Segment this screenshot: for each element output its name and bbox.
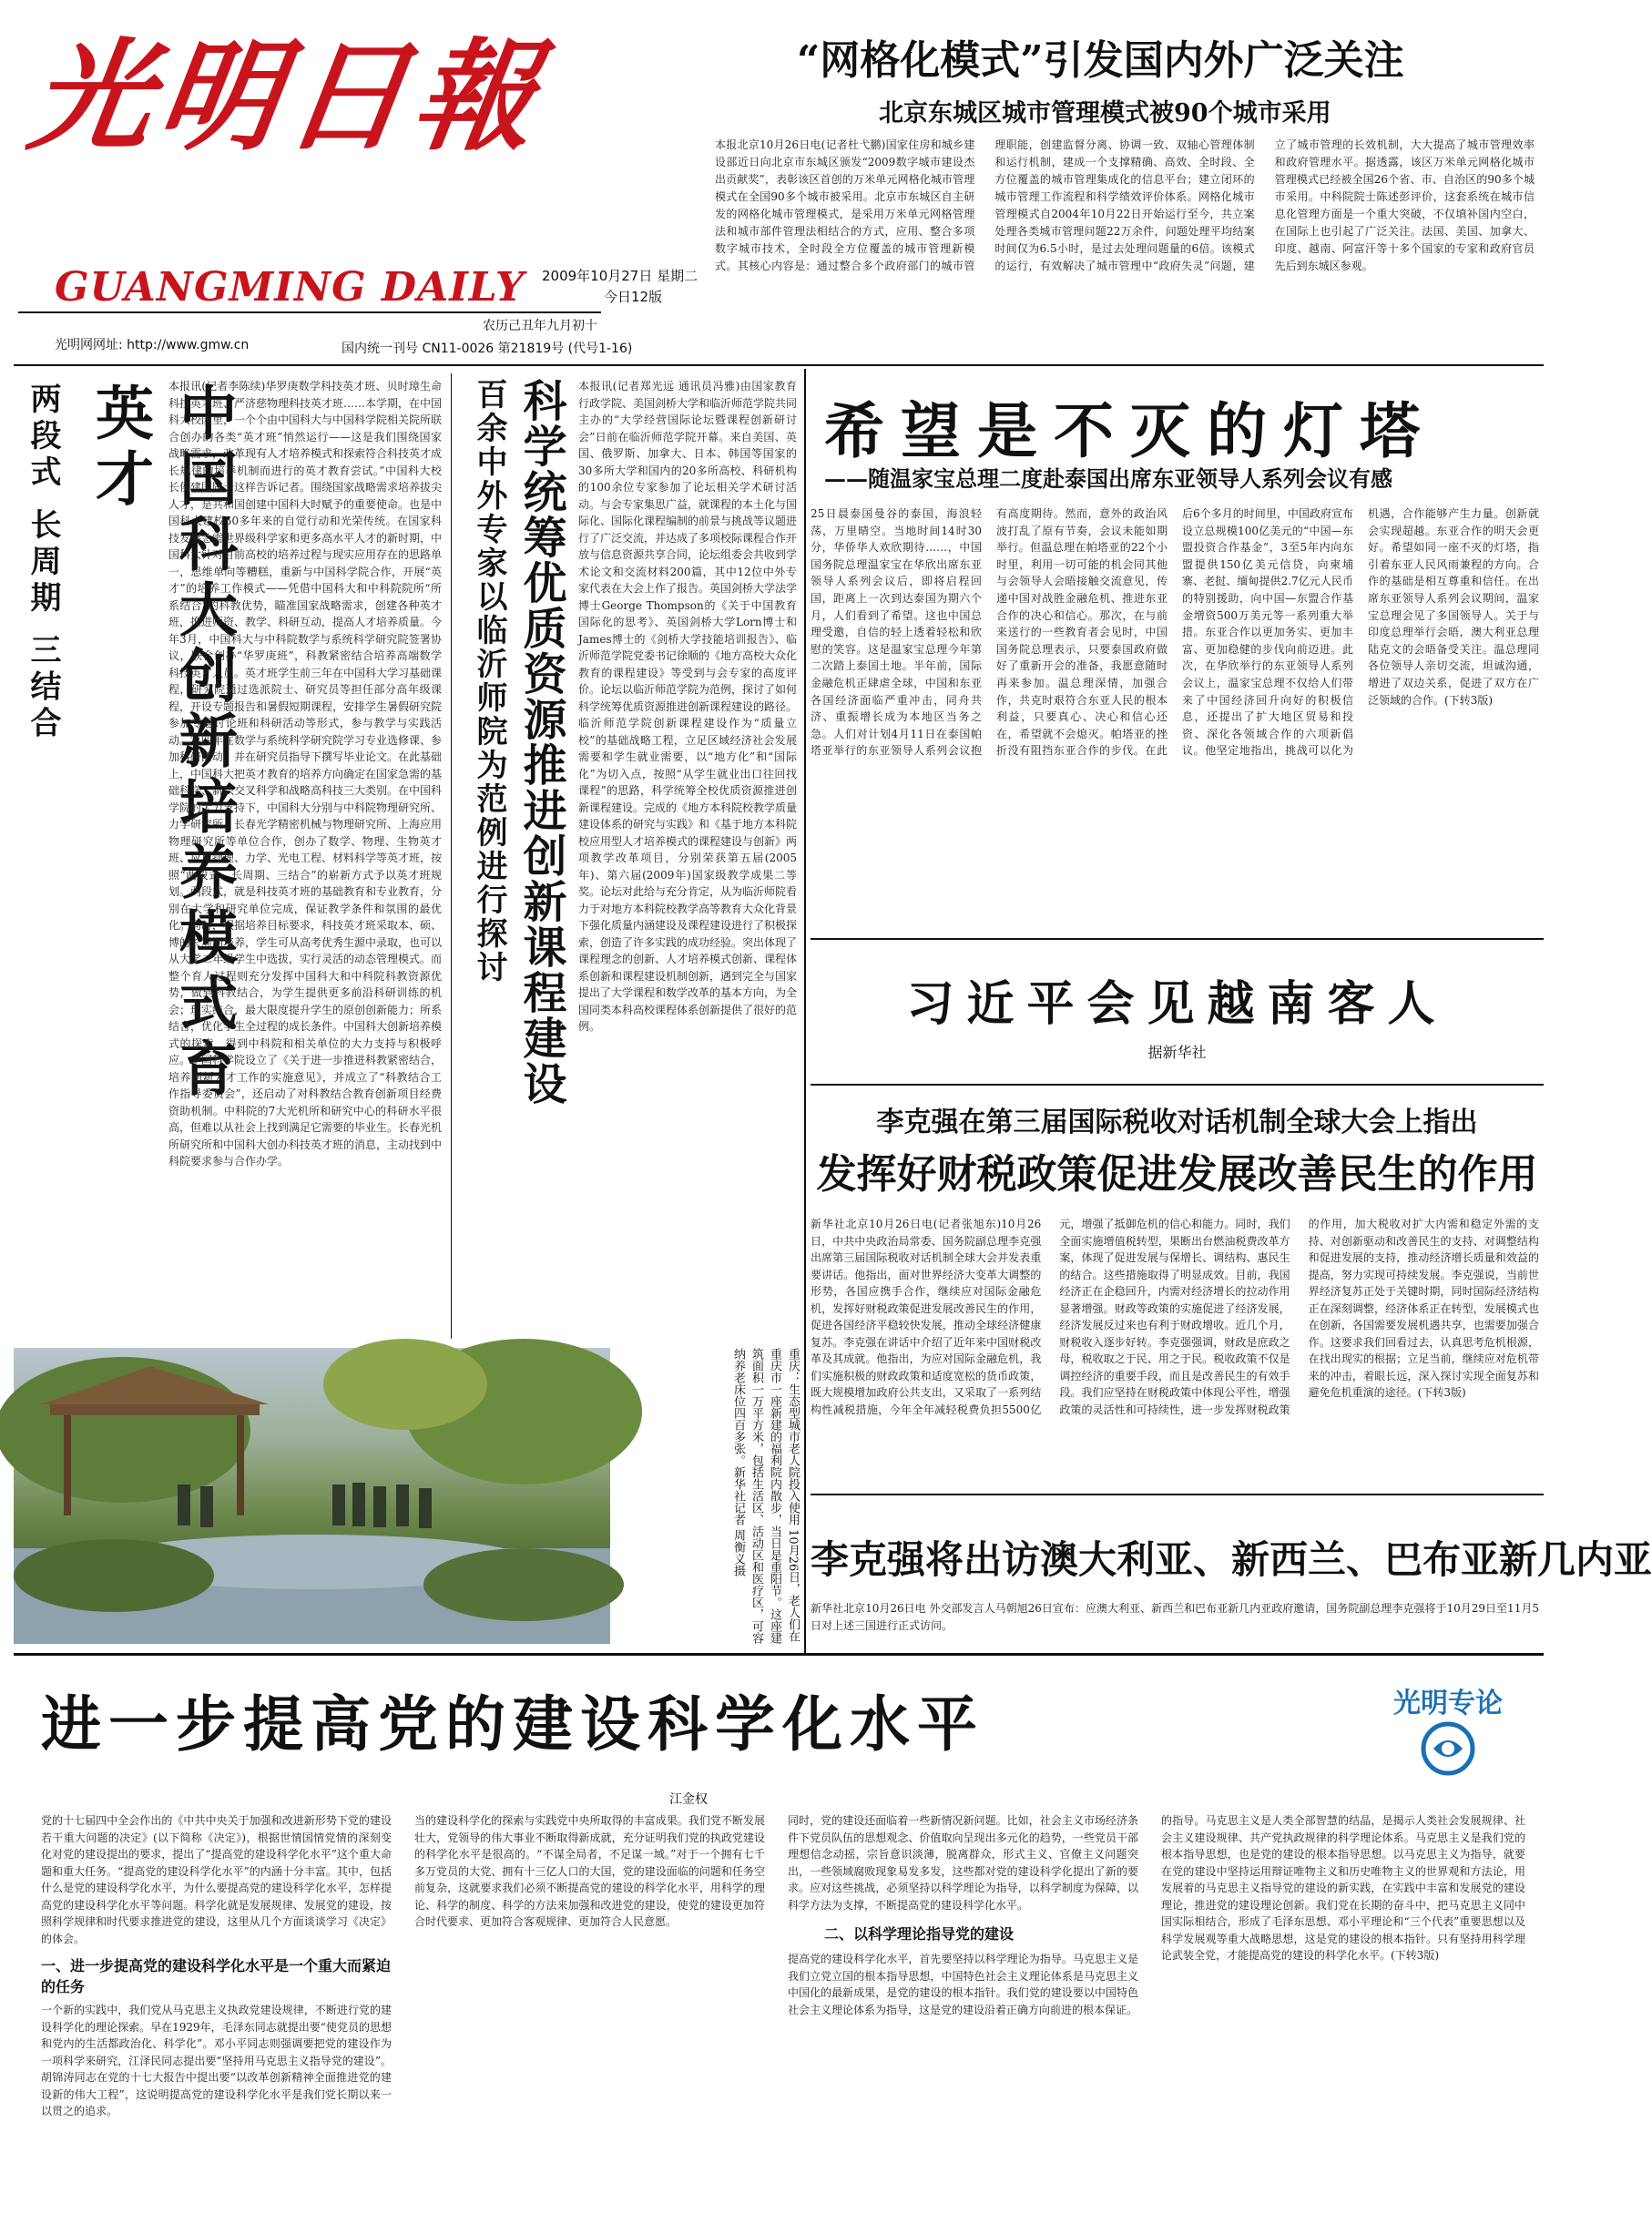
hope-divider [811,938,1544,940]
editorial-headline: 进一步提高党的建设科学化水平 [41,1688,984,1760]
editorial [14,1658,1544,2218]
tax-divider [811,1494,1544,1495]
ustc-story-deck: 两段式 长周期 三结合 [25,383,61,743]
xi-divider [811,1084,1544,1086]
masthead-pages: 今日12版 [604,289,663,305]
linyi-story-headline: 科学统筹优质资源推进创新课程建设 [515,378,566,1107]
hope-story-subhead: ——随温家宝总理二度赴泰国出席东亚领导人系列会议有感 [824,465,1392,492]
masthead-title-en: GUANGMING DAILY [55,264,525,311]
editorial-col3b-text: 提高党的建设科学化水平，首先要坚持以科学理论为指导。马克思主义是我们立党立国的根本指导思想，中国特色社会主义理论体系是马克思主义中国化的最新成果，是党的建设的根本指针。我们党的建设要以中国特色社会主义理论体系为指导，这是党的建设沿着正确方向前进的根本保证。 [788,1953,1138,2016]
editorial-col-1 [41,1812,392,2213]
linyi-story [460,373,797,1343]
xi-story-source: 据新华社 [1147,1044,1207,1061]
xi-story [811,943,1544,1084]
trip-story-body: 新华社北京10月26日电 外交部发言人马朝旭26日宣布：应澳大利亚、新西兰和巴布亚新几内亚政府邀请，国务院副总理李克强将于10月29日至11月5日对上述三国进行正式访问。 [811,1602,1539,1632]
linyi-story-deck: 百余中外专家以临沂师院为范例进行探讨 [471,378,507,984]
tax-story-kicker: 李克强在第三届国际税收对话机制全球大会上指出 [876,1107,1478,1138]
linyi-story-body: 本报讯(记者郑光远 通讯员冯雅)由国家教育行政学院、美国剑桥大学和临沂师范学院共同主办的“大学经营国际论坛暨课程创新研讨会”日前在临沂师范学院开幕。来自美国、英国、俄罗斯、加拿大、日本、韩国等国家的30多所大学和国内的20多所高校、科研机构的100余位专家参加了论坛相关学术研讨活动。与会专家集思广益，就课程的本土化与国际化、国际化课程编制的前景与挑战等议题进行了广泛交流，并达成了多项校际课程合作开放与信息资源共享合同，论坛组委会共收到学术论文和交流材料200篇，其中12位中外专家代表在大会上作了报告。英国剑桥大学法学博士George Thompson的《关于中国教育国际化的思考》、英国剑桥大学Lorn博士和James博士的《剑桥大学技能培训报告》、临沂师范学院党委书记徐顺的《地方高校大众化教育的课程建设》等受到与会专家的高度评价。论坛以临沂师范学院为范例，探讨了如何科学统筹优质资源推进创新课程建设的路径。临沂师范学院创新课程建设作为“质量立校”的基础战略工程，立足区域经济社会发展需要和学生就业需要，以“地方化”和“国际化”为切入点，按照“从学生就业出口往回找课程”的思路，科学统筹全校优质资源推进创新课程建设。完成的《地方本科院校教学质量建设体系的研究与实践》和《基于地方本科院校应用型人才培养模式的课程建设与创新》两项教学改革项目，分别荣获第五届(2005年)、第六届(2009年)国家级教学成果二等奖。论坛对此给与充分肯定，从为临沂师院看力于对地方本科院校教学高等教育大众化背景下强化质量内涵建设及课程建设进行了积极探索，创造了许多实践的成功经验。突出体现了课程理念的创新、人才培养模式创新、课程体系创新和课程建设机制创新，遇到完全与国家提出了大学课程和数学改革的基本方向，为全国同类本科高校课程体系创新提供了很好的范例。 [578,380,798,1033]
tax-story-headline: 发挥好财税政策促进发展改善民生的作用 [816,1151,1538,1198]
grid-story-subhead: 北京东城区城市管理模式被90个城市采用 [879,99,1331,128]
editorial-col-2: 当的建设科学化的探索与实践党中央所取得的丰富成果。我们党不断发展壮大，党领导的伟大事业不断取得新成就，充分证明我们党的执政党建设的科学化水平是很高的。“不谋全局者，不足谋一域。”对于一个拥有七千多万党员的大党、拥有十三亿人口的大国，党的建设面临的问题和任务空前复杂，这就要求我们必须不断提高党的建设的科学化水平，用科学的理论、科学的制度、科学的方法来加强和改进党的建设，使党的建设更加符合时代要求、更加符合客观规律、更加符合人民意愿。 [414,1814,765,1928]
editorial-author: 江金权 [669,1792,708,1807]
grid-story [715,18,1539,355]
tax-story [811,1088,1544,1489]
editorial-badge-label: 光明专论 [1393,1688,1503,1719]
masthead-title-cn: 光明日報 [22,26,552,168]
editorial-col1b-text: 一个新的实践中，我们党从马克思主义执政党建设规律，不断进行党的建设科学化的理论探索。早在1929年，毛泽东同志就提出要“使党员的思想和党内的生活都政治化、科学化”。邓小平同志则强调要把党的建设作为一项科学来研究，江泽民同志提出要“坚持用马克思主义指导党的建设”。胡锦涛同志在党的十七大报告中提出要“以改革创新精神全面推进党的建设新的伟大工程”，这说明提高党的建设科学化水平是我们党长期以来一以贯之的追求。 [41,2004,392,2117]
news-photo [14,1348,610,1644]
gm-logo-icon [1421,1721,1475,1776]
trip-story-headline: 李克强将出访澳大利亚、新西兰、巴布亚新几内亚 [811,1537,1652,1582]
hope-story-headline: 希望是不灭的灯塔 [824,395,1436,466]
trip-story [811,1498,1652,1653]
xi-story-headline: 习近平会见越南客人 [906,976,1448,1032]
editorial-badge [1380,1680,1516,1785]
website-link[interactable]: 光明网网址: http://www.gmw.cn [55,338,250,352]
masthead-date: 2009年10月27日 星期二 [542,268,699,284]
photo-divider [14,1653,1544,1656]
masthead-serial: 国内统一刊号 CN11-0026 第21819号 (代号1-16) [342,342,633,356]
hope-story [811,373,1544,938]
grid-story-headline: “网格化模式”引发国内外广泛关注 [797,37,1404,84]
editorial-section2: 二、以科学理论指导党的建设 [824,1925,1015,1943]
masthead-divider [18,311,601,313]
editorial-col1-text: 党的十七届四中全会作出的《中共中央关于加强和改进新形势下党的建设若干重大问题的决定》(以下简称《决定》)，根据世情国情党情的深刻变化对党的建设提出的要求，提出了“提高党的建设科学化水平”这个重大命题和重大任务。“提高党的建设科学化水平”的内涵十分丰富。其中，包括什么是党的建设科学化水平，为什么要提高党的建设科学化水平，怎样提高党的建设科学化水平等问题。科学化就是发展规律、发展党的建设，按照科学规律和时代要求推进党的建设，这里从几个方面谈谈学习《决定》的体会。 [41,1814,392,1945]
top-divider [14,364,1544,366]
ustc-story [14,373,442,1343]
ustc-divider [451,373,452,1339]
ustc-story-headline: 中国科大创新培养模式育英才 [86,383,238,1104]
photo-block [14,1348,806,1648]
photo-caption: 重庆：生态型城市老人院投入使用 10月26日，老人们在重庆市一座新建的福利院内散步，当日是重阳节。这座建筑面积一万平方米，包括生活区、活动区和医疗区，可容纳养老床位四百多张。新华社记者 周衡义摄 [731,1348,800,1644]
editorial-section1: 一、进一步提高党的建设科学化水平是一个重大而紧迫的任务 [41,1957,392,1995]
masthead [14,9,699,364]
masthead-lunar: 农历己丑年九月初十 [483,319,597,333]
editorial-col-3 [788,1812,1138,2213]
grid-story-body: 本报北京10月26日电(记者杜弋鹏)国家住房和城乡建设部近日向北京市东城区颁发“2009数字城市建设杰出贡献奖”，表彰该区首创的万米单元网格化城市管理模式在全国90多个城市被采用。北京市东城区自主研发的网格化城市管理模式，是采用万米单元网格管理法和城市部件管理法相结合的方式，应用、整合多项数字城市技术，全时段全方位覆盖的城市管理新模式。其核心内容是：通过整合多个政府部门的城市管理职能，创建监督分离、协调一致、双轴心管理体制和运行机制，建成一个支撑精确、高效、全时段、全方位覆盖的城市管理集成化的信息平台；建立闭环的城市管理工作流程和科学绩效评价体系。网格化城市管理模式自2004年10月22日开始运行至今，共立案处理各类城市管理问题22万余件，问题处理平均结案时间仅为6.5小时，是过去处理问题量的6倍。该模式的运行，有效解决了城市管理中“政府失灵”问题，建立了城市管理的长效机制，大大提高了城市管理效率和政府管理水平。据透露，该区万米单元网格化城市管理模式已经被全国26个省、市、自治区的90多个城市采用。中科院院士陈述彭评价，这套系统在城市信息化管理方面是一个重大突破，不仅填补国内空白，在国际上也引起了广泛关注。法国、美国、加拿大、印度、越南、阿富汗等十多个国家的专家和政府官员先后到东城区参观。 [715,138,1535,272]
editorial-col3-text: 同时，党的建设还面临着一些新情况新问题。比如，社会主义市场经济条件下党员队伍的思想观念、价值取向呈现出多元化的趋势，一些党员干部理想信念动摇，宗旨意识淡薄，脱离群众，形式主义、官僚主义问题突出，一些领域腐败现象易发多发，这些都对党的建设科学化提出了新的要求。应对这些挑战，必须坚持以科学理论为指导，以科学制度为保障，以科学方法为支撑，不断提高党的建设科学化水平。 [788,1814,1138,1912]
editorial-col-4: 的指导。马克思主义是人类全部智慧的结晶，是揭示人类社会发展规律、社会主义建设规律、共产党执政规律的科学理论体系。马克思主义是我们党的根本指导思想，也是党的建设的根本指导思想。以马克思主义为指导，就要在党的建设中坚持运用辩证唯物主义和历史唯物主义的世界观和方法论，用发展着的马克思主义指导党的建设的新实践，在实践中丰富和发展党的建设理论，推进党的建设理论创新。我们党在长期的奋斗中，把马克思主义同中国实际相结合，形成了毛泽东思想、邓小平理论和“三个代表”重要思想以及科学发展观等重大战略思想，这是党的建设的根本指针。只有坚持用科学理论武装全党，才能提高党的建设的科学化水平。(下转3版) [1161,1814,1525,1962]
photo-scene-icon [14,1348,610,1644]
hope-story-body: 25日晨泰国曼谷的泰国，海浪轻荡，万里晴空。当地时间14时30分，华侨华人欢欣期待……，中国国务院总理温家宝在华欣出席东亚领导人系列会议后，即将启程回国，距离上一次到达泰国为期六个月，人们看到了希望。这也中国总理受邀，自信的轻上透着轻松和欣慰的笑容。这是温家宝总理今年第二次踏上泰国土地。半年前，国际金融危机正肆虐全球，中国和东亚各国经济面临严重冲击，同舟共济、重振增长成为本地区当务之急。人们对计划4月11日在泰国帕塔亚举行的东亚领导人系列会议抱有高度期待。然而，意外的政治风波打乱了原有节奏，会议未能如期举行。但温总理在帕塔亚的22个小时里，利用一切可能的机会同其他与会领导人会晤接触交流意见，传递中国对战胜金融危机、推进东亚合作的决心和信心。那次，在与前来送行的一些教育者会见时，中国国务院总理表示，只要泰国政府做好了重新开会的准备，我愿意随时再来参加。温总理深情，加强合作，共克时艰符合东亚人民的根本利益，只要真心、决心和信心还在，希望就不会熄灭。帕塔亚的挫折没有阻挡东亚合作的步伐。在此后6个多月的时间里，中国政府宣布设立总规模100亿美元的“中国—东盟投资合作基金”，3至5年内向东盟提供150亿美元信贷，向柬埔寨、老挝、缅甸提供2.7亿元人民币的特别援助，向中国—东盟合作基金增资500万美元等一系列重大举措。东亚合作以更加务实、更加丰富、更加稳健的步伐向前迈进。此次，在华欣举行的东亚领导人系列会议上，温家宝总理不仅给人们带来了中国经济回升向好的积极信息，还提出了扩大地区贸易和投资、深化各领域合作的六项新倡议。他坚定地指出，挑战可以化为机遇，合作能够产生力量。创新就会实现超越。东亚合作的明天会更好。希望如同一座不灭的灯塔，指引着东亚人民风雨兼程的方向。合作的基础是相互尊重和信任。在出席东亚领导人系列会议期间，温家宝总理会见了多国领导人。关于与印度总理举行会晤，澳大利亚总理陆克文的会晤备受关注。温总理同各位领导人亲切交流，坦诚沟通，增进了双边关系，促进了双方在广泛领域的合作。(下转3版) [811,507,1539,758]
tax-story-body: 新华社北京10月26日电(记者张旭东)10月26日，中共中央政治局常委、国务院副总理李克强出席第三届国际税收对话机制全球大会并发表重要讲话。他指出，面对世界经济大变革大调整的形势，各国应携手合作，继续应对国际金融危机，发挥好财税政策促进发展改善民生的作用，促进各国经济平稳较快发展，推动全球经济健康复苏。李克强在讲话中介绍了近年来中国财税改革及其成就。他指出，为应对国际金融危机，我们实施积极的财政政策和适度宽松的货币政策，既大规模增加政府公共支出，又采取了一系列结构性减税措施，今年全年减轻税费负担5500亿元，增强了抵御危机的信心和能力。同时，我们全面实施增值税转型，果断出台燃油税费改革方案，体现了促进发展与保增长、调结构、惠民生的结合。这些措施取得了明显成效。目前，我国经济正在企稳回升，内需对经济增长的拉动作用显著增强。财政等政策的实施促进了经济发展，经济发展反过来也有利于财政增收。近几个月，财税收入逐步好转。李克强强调，财政是庶政之母，税收取之于民、用之于民。税收政策不仅是调控经济的重要手段，而且是改善民生的有效手段。我们应坚持在财税政策中体现公平性，增强政策的灵活性和可持续性，进一步发挥财税政策的作用，加大税收对扩大内需和稳定外需的支持、对创新驱动和改善民生的支持、对调整结构和促进发展的支持，推动经济增长质量和效益的提高，努力实现可持续发展。李克强说，当前世界经济复苏正处于关键时期，同时国际经济结构正在深刻调整，经济体系正在转型，发展模式也在创新，各国需要发展机遇共享，也需要加强合作。这要求我们回看过去，认真思考危机根源，在找出现实的根据；立足当前，继续应对危机带来的冲击，着眼长远，深入探讨实现全面复苏和避免危机重演的途径。(下转3版) [811,1218,1539,1416]
ustc-story-body: 本报讯(记者李陈续)华罗庚数学科技英才班、贝时璋生命科技英才班、严济慈物理科技英才班……本学期，在中国科大校园里，一个个由中国科大与中国科学院相关院所联合创办的各类“英才班”悄然运行——这是我们围绕国家战略需求，改革现有人才培养模式和探索符合科技英才成长规律的培养机制而进行的英才教育尝试。”中国科大校长侯建国院士这样告诉记者。围绕国家战略需求培养拔尖人才，是共和国创建中国科大时赋予的重要使命。也是中国科大建校50多年来的自觉行动和光荣传统。在国家科技发展急需世界级科学家和更多高水平人才的新时期，中国科大针对目前高校的培养过程与现实应用存在的思路单一，思维单向等糟糕，重新与中国科学院合作，开展“英才”的培养工作模式——凭借中国科大和中科院院所“所系结合”的科教优势，瞄准国家战略需求，创建各种英才班，推进师资、教学、科研互动，提高人才培养质量。今年3月，中国科大与中科院数学与系统科学研究院签署协议，联合创办“华罗庚班”，科教紧密结合培养高端数学科技英才人员。英才班学生前三年在中国科大学习基础课程，研究院通过选派院士、研究员等担任部分高年级课程，开设专题报告和暑假短期课程，安排学生暑假研究院参加专题讨论班和科研活动等形式，参与教学与实践活动。第四年在数学与系统科学研究院学习专业选修课、参加科研活动，并在研究员指导下撰写毕业论文。在此基础上，中国科大把英才教育的培养方向确定在国家急需的基础科学、新兴交叉科学和战略高科技三大类别。在中国科学院的大力支持下，中国科大分别与中科院物理研究所、力学研究所、长春光学精密机械与物理研究所、上海应用物理研究所等单位合作，创办了数学、物理、生物英才班、应用物理、力学、光电工程、材料科学等英才班，按照“两段式、长周期、三结合”的崭新方式予以英才班规划。两段式，就是科技英才班的基础教育和专业教育，分别在大学和研究单位完成，保证教学条件和氛围的最优化。同时，根据培养目标要求，科技英才班采取本、硕、博的长周期培养，学生可从高考优秀生源中录取，也可以从大学二年级学生中选拔，实行灵活的动态管理模式。而整个育人过程则充分发挥中国科大和中科院科教资源优势，做到科教结合，为学生提供更多前沿科研训练的机会；理实结合，最大限度提升学生的原创创新能力；所系结合，优化学生全过程的成长条件。中国科大创新培养模式的探索，得到中科院和相关单位的大力支持与积极呼应。中国科学院设立了《关于进一步推进科教紧密结合，培养创新人才工作的实施意见》，并成立了“科教结合工作指导委员会”，还启动了对科教结合教育创新项目经费资助机制。中科院的7大光机所和研究中心的科研水平很高，但难以从社会上找到满足它需要的毕业生。长春光机所研究所和中国科大创办科技英才班的消息，主动找到中科院要求参与合作办学。 [168,380,443,1168]
